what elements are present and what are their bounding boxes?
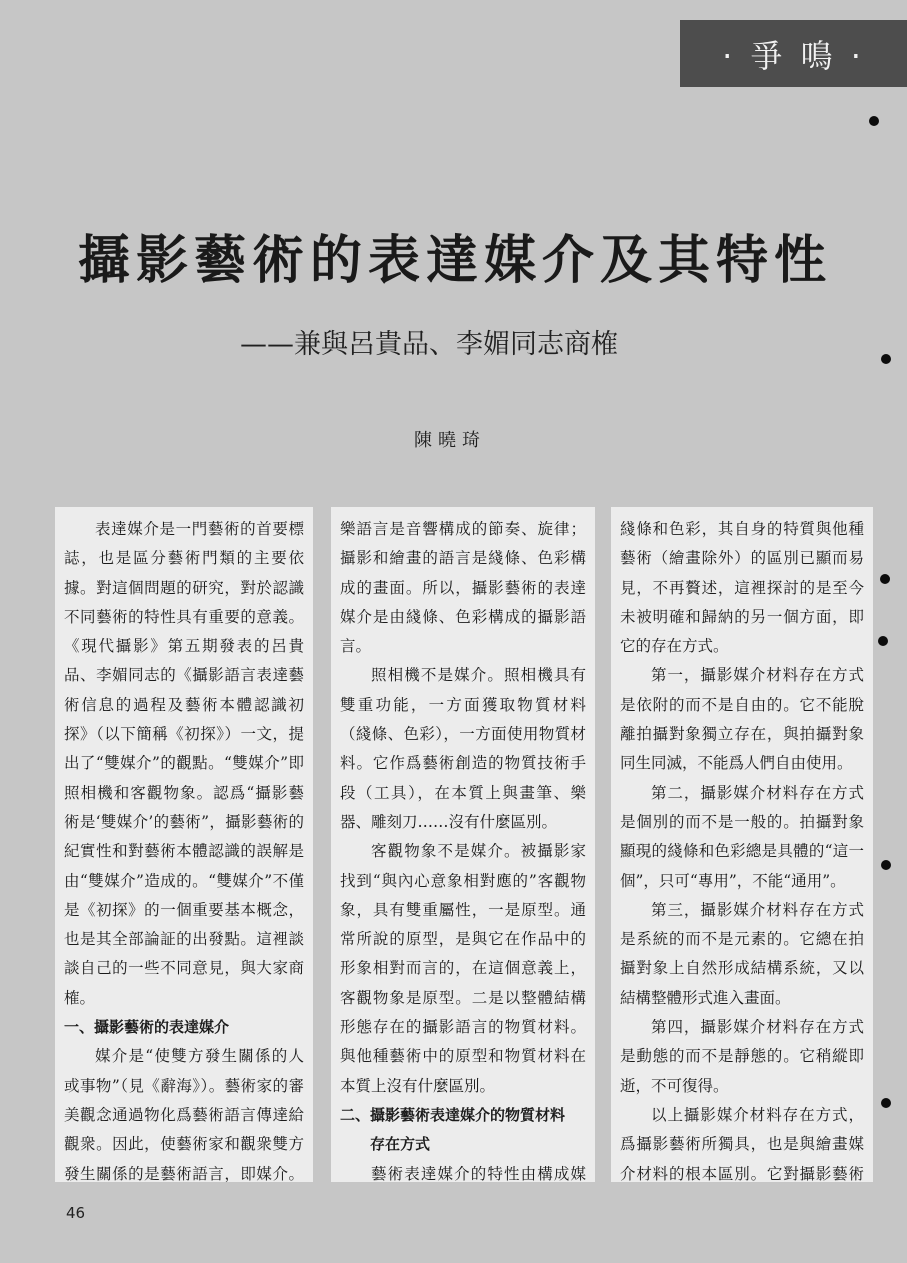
section-heading: 一、攝影藝術的表達媒介 [64,1018,230,1037]
body-paragraph: 樂語言是音響構成的節奏、旋律；攝影和繪畫的語言是綫條、色彩構成的畫面。所以，攝影藝術的表達媒介是由綫條、色彩構成的攝影語言。 [340,520,586,656]
article-title: 攝影藝術的表達媒介及其特性 [77,230,832,291]
article-subtitle: ——兼與呂貴品、李媚同志商榷 [240,329,618,360]
section-tag: · 爭 鳴 · [680,20,907,87]
text-column-1 [55,507,313,1182]
binder-hole [881,354,891,364]
binder-hole [869,116,879,126]
binder-hole [881,860,891,870]
page-number: 46 [66,1204,86,1222]
body-paragraph: 綫條和色彩，其自身的特質與他種藝術（繪畫除外）的區別已顯而易見，不再贅述，這裡探討的是至今未被明確和歸納的另一個方面，即它的存在方式。 [620,520,864,656]
binder-hole [878,636,888,646]
section-heading: 存在方式 [370,1135,431,1154]
body-paragraph: 藝術表達媒介的特性由構成媒 [371,1164,586,1182]
article-author: 陳曉琦 [414,430,486,451]
binder-hole [880,574,890,584]
binder-hole [881,1098,891,1108]
body-paragraph: 照相機不是媒介。照相機具有雙重功能，一方面獲取物質材料（綫條、色彩），一方面使用物質材料。它作爲藝術創造的物質技術手段（工具），在本質上與畫筆、樂器、雕刻刀……沒有什麼區別。 [340,666,586,831]
body-paragraph: 媒介是“使雙方發生關係的人或事物”（見《辭海》）。藝術家的審美觀念通過物化爲藝術語言傳達給觀衆。因此，使藝術家和觀衆雙方發生關係的是藝術語言，即媒介。 [64,1047,304,1182]
body-paragraph: 表達媒介是一門藝術的首要標誌，也是區分藝術門類的主要依據。對這個問題的研究，對於認識不同藝術的特性具有重要的意義。《現代攝影》第五期發表的呂貴品、李媚同志的《攝影語言表達藝術信息的過程及藝術本體認識初探》（以下簡稱《初探》）一文，提出了“雙媒介”的觀點。“雙媒介”即照相機和客觀物象。認爲“攝影藝術是‘雙媒介’的藝術”，攝影藝術的紀實性和對藝術本體認識的誤解是由“雙媒介”造成的。“雙媒介”不僅是《初探》的一個重要基本概念，也是其全部論証的出發點。這裡談談自己的一些不同意見，與大家商榷。 [64,520,304,1007]
text-column-2 [331,507,595,1182]
body-paragraph: 客觀物象不是媒介。被攝影家找到“與內心意象相對應的”客觀物象，具有雙重屬性，一是原型。通常所說的原型，是與它在作品中的形象相對而言的，在這個意義上，客觀物象是原型。二是以整體結構形態存在的攝影語言的物質材料。與他種藝術中的原型和物質材料在本質上沒有什麼區別。 [340,842,586,1095]
text-column-3 [611,507,873,1182]
body-paragraph: 第三，攝影媒介材料存在方式是系統的而不是元素的。它總在拍攝對象上自然形成結構系統，又以結構整體形式進入畫面。 [620,900,864,1007]
body-paragraph: 第四，攝影媒介材料存在方式是動態的而不是靜態的。它稍縱即逝，不可復得。 [620,1018,864,1095]
body-paragraph: 第二，攝影媒介材料存在方式是個別的而不是一般的。拍攝對象顯現的綫條和色彩總是具體的“這一個”，只可“專用”，不能“通用”。 [620,783,864,890]
body-paragraph: 第一，攝影媒介材料存在方式是依附的而不是自由的。它不能脫離拍攝對象獨立存在，與拍攝對象同生同滅，不能爲人們自由使用。 [620,666,864,773]
body-paragraph: 以上攝影媒介材料存在方式，爲攝影藝術所獨具，也是與繪畫媒介材料的根本區別。它對攝影藝術 [620,1105,864,1182]
section-heading: 二、攝影藝術表達媒介的物質材料 [340,1105,566,1124]
